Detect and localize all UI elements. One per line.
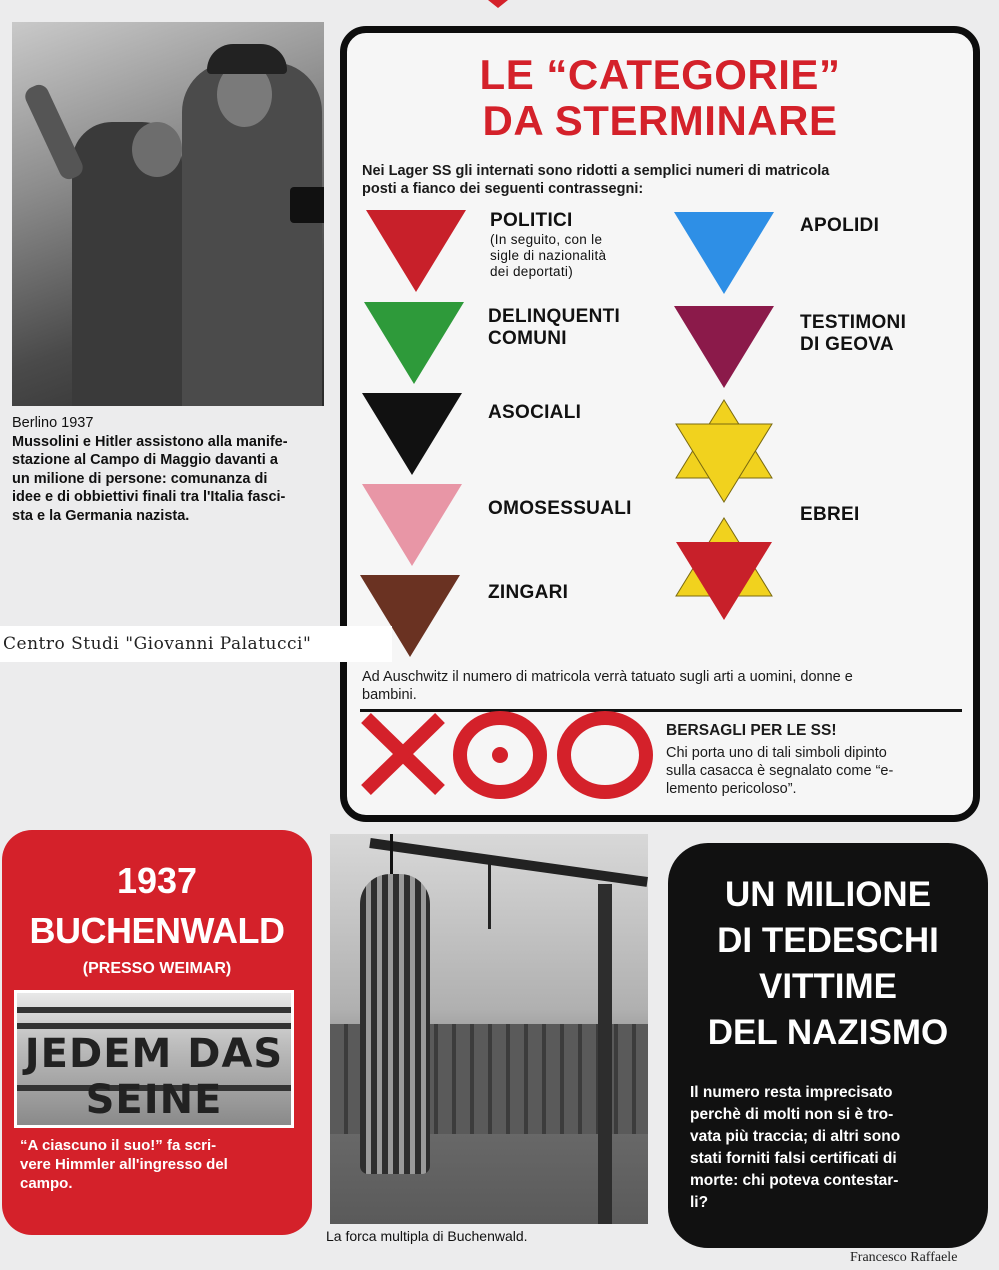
label-delinquenti: DELINQUENTI bbox=[488, 306, 621, 327]
politici-note: dei deportati) bbox=[490, 264, 573, 279]
caption-line: vere Himmler all'ingresso del bbox=[20, 1156, 228, 1173]
red-circle-icon bbox=[556, 710, 654, 800]
green-triangle-icon bbox=[364, 302, 464, 384]
blue-triangle-icon bbox=[674, 212, 774, 294]
caption-line: un milione di persone: comunanza di bbox=[12, 470, 268, 487]
caption-title: Berlino 1937 bbox=[12, 415, 94, 431]
buchenwald-caption bbox=[20, 1136, 300, 1193]
gate-inscription: JEDEM DAS SEINE bbox=[24, 1031, 284, 1123]
label-comuni: COMUNI bbox=[488, 328, 567, 349]
intro-line: posti a fianco dei seguenti contrassegni: bbox=[362, 181, 644, 197]
targets-line: sulla casacca è segnalato come “e- bbox=[666, 763, 894, 779]
red-yellow-star-icon bbox=[672, 516, 776, 622]
note-line: Ad Auschwitz il numero di matricola verrà tatuato sugli arti a uomini, donne e bbox=[362, 669, 853, 685]
caption-line: sta e la Germania nazista. bbox=[12, 507, 190, 524]
panel-intro bbox=[362, 162, 972, 198]
caption-line: Mussolini e Hitler assistono alla manife- bbox=[12, 433, 288, 450]
photo-caption bbox=[12, 414, 330, 525]
auschwitz-note bbox=[362, 668, 962, 704]
body-line: li? bbox=[690, 1194, 709, 1211]
victims-body bbox=[690, 1082, 975, 1214]
body-line: stati forniti falsi certificati di bbox=[690, 1150, 897, 1167]
category-zingari: ZINGARI bbox=[488, 582, 569, 603]
black-triangle-icon bbox=[362, 393, 462, 475]
category-apolidi: APOLIDI bbox=[800, 215, 880, 236]
targets-title: BERSAGLI PER LE SS! bbox=[666, 722, 837, 739]
caption-line: “A ciascuno il suo!” fa scri- bbox=[20, 1137, 217, 1154]
victims-title bbox=[668, 872, 988, 1056]
body-line: Il numero resta imprecisato bbox=[690, 1084, 893, 1101]
red-x-symbol-icon bbox=[358, 712, 448, 796]
targets-description bbox=[666, 744, 966, 798]
targets-line: lemento pericoloso”. bbox=[666, 781, 797, 797]
caption-line: idee e di obbiettivi finali tra l'Italia fasci- bbox=[12, 489, 286, 505]
buchenwald-year: 1937 bbox=[116, 860, 198, 901]
title-line: DEL NAZISMO bbox=[707, 1013, 949, 1052]
category-asociali: ASOCIALI bbox=[488, 402, 582, 423]
gallows-caption: La forca multipla di Buchenwald. bbox=[326, 1228, 528, 1244]
gate-photo bbox=[14, 990, 294, 1128]
title-line: DI TEDESCHI bbox=[717, 921, 939, 960]
buchenwald-title: BUCHENWALD bbox=[29, 910, 285, 951]
politici-note: sigle di nazionalità bbox=[490, 248, 607, 263]
title-line: VITTIME bbox=[758, 967, 898, 1006]
body-line: vata più traccia; di altri sono bbox=[690, 1128, 901, 1145]
gallows-photo bbox=[330, 834, 648, 1224]
body-line: morte: chi poteva contestar- bbox=[690, 1172, 899, 1189]
top-red-notch bbox=[488, 0, 508, 8]
category-ebrei: EBREI bbox=[800, 504, 860, 525]
body-line: perchè di molti non si è tro- bbox=[690, 1106, 894, 1123]
intro-line: Nei Lager SS gli internati sono ridotti a semplici numeri di matricola bbox=[362, 163, 830, 179]
politici-note: (In seguito, con le bbox=[490, 232, 603, 247]
category-omosessuali: OMOSESSUALI bbox=[488, 498, 632, 519]
category-politici bbox=[490, 210, 670, 280]
yellow-star-icon bbox=[672, 398, 776, 504]
note-line: bambini. bbox=[362, 687, 417, 703]
category-delinquenti bbox=[488, 306, 620, 350]
title-line: UN MILIONE bbox=[724, 875, 932, 914]
red-triangle-icon bbox=[366, 210, 466, 292]
category-testimoni bbox=[800, 312, 906, 356]
buchenwald-subtitle: (PRESSO WEIMAR) bbox=[82, 960, 232, 977]
caption-line: stazione al Campo di Maggio davanti a bbox=[12, 452, 278, 468]
purple-triangle-icon bbox=[674, 306, 774, 388]
photo-mussolini-hitler bbox=[12, 22, 324, 406]
photo-credit: Francesco Raffaele bbox=[850, 1250, 958, 1265]
label-politici: POLITICI bbox=[490, 210, 573, 231]
panel-title bbox=[340, 52, 980, 144]
panel-divider bbox=[360, 709, 962, 712]
red-target-icon bbox=[452, 710, 548, 800]
panel-title-line1: LE “CATEGORIE” bbox=[479, 51, 841, 98]
pink-triangle-icon bbox=[362, 484, 462, 566]
centro-studi-stamp: Centro Studi "Giovanni Palatucci" bbox=[0, 626, 392, 662]
panel-title-line2: DA STERMINARE bbox=[482, 97, 838, 144]
label-testimoni: TESTIMONI bbox=[800, 312, 907, 333]
targets-line: Chi porta uno di tali simboli dipinto bbox=[666, 745, 887, 761]
caption-line: campo. bbox=[20, 1175, 73, 1192]
label-di-geova: DI GEOVA bbox=[800, 334, 894, 355]
